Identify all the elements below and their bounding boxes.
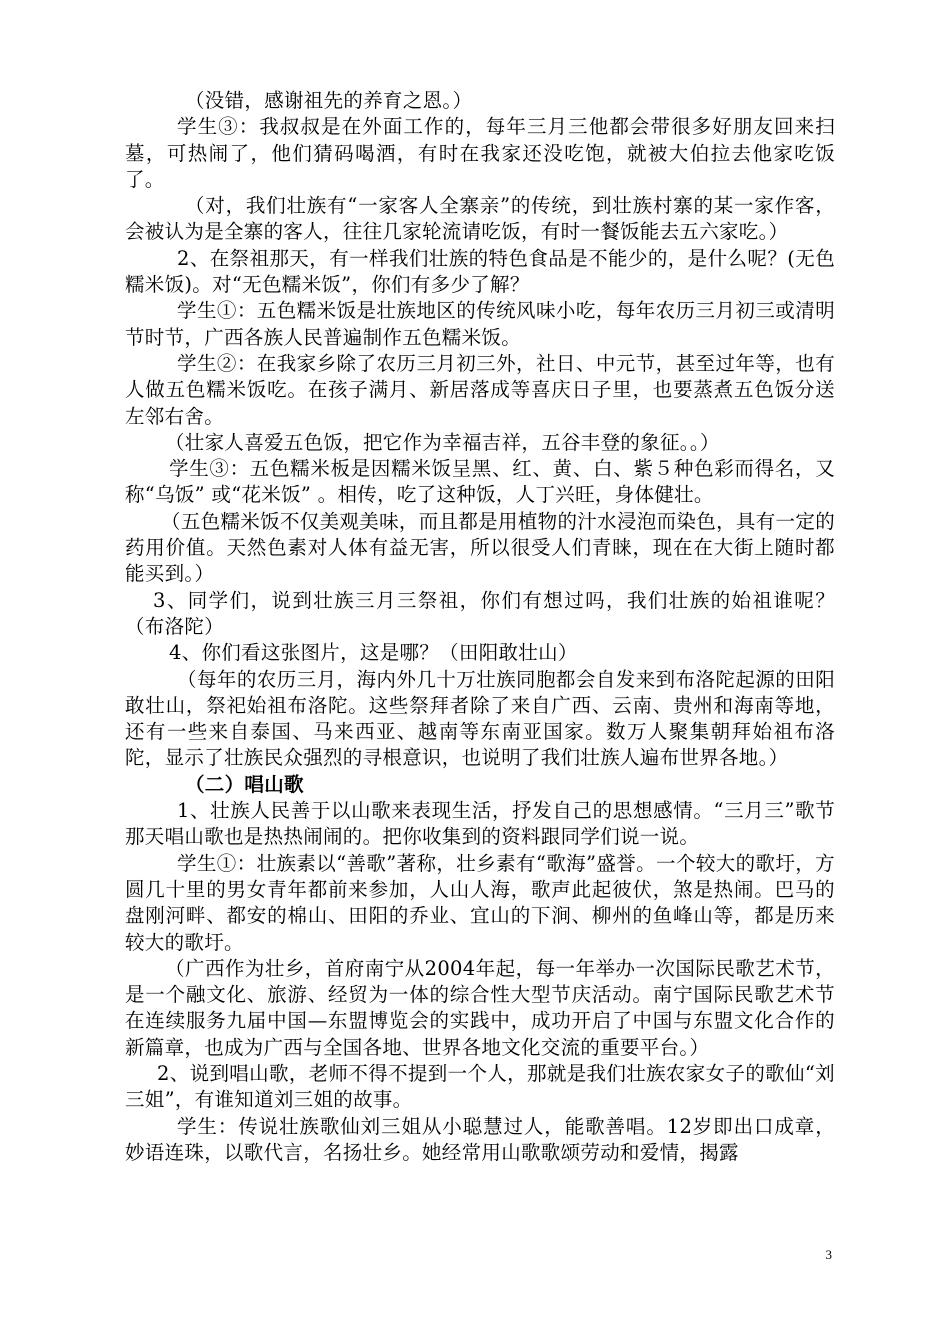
paragraph: 1、壮族人民善于以山歌来表现生活，抒发自己的思想感情。“三月三”歌节那天唱山歌也是热热闹闹的。把你收集到的资料跟同学们说一说。	[125, 799, 835, 849]
paragraph: （每年的农历三月，海内外几十万壮族同胞都会自发来到布洛陀起源的田阳敢壮山，祭祀始祖布洛陀。这些祭拜者除了来自广西、云南、贵州和海南等地，还有一些来自泰国、马来西亚、越南等东南亚国家。数万人聚集朝拜始祖布洛陀，显示了壮族民众强烈的寻根意识，也说明了我们壮族人遍布世界各地。）	[125, 667, 835, 770]
paragraph: 2、说到唱山歌，老师不得不提到一个人，那就是我们壮族农家女子的歌仙“刘三姐”，有谁知道刘三姐的故事。	[125, 1061, 835, 1112]
paragraph: （壮家人喜爱五色饭，把它作为幸福吉祥，五谷丰登的象征。。）	[165, 430, 720, 454]
paragraph: 学生②：在我家乡除了农历三月初三外，社日、中元节，甚至过年等，也有人做五色糯米饭吃。在孩子满月、新居落成等喜庆日子里，也要蒸煮五色饭分送左邻右舍。	[125, 351, 835, 428]
paragraph: 学生①：壮族素以“善歌”著称，壮乡素有“歌海”盛誉。一个较大的歌圩，方圆几十里的男女青年都前来参加，人山人海，歌声此起彼伏，煞是热闹。巴马的盘刚河畔、都安的棉山、田阳的乔业、宜山的下涧、柳州的鱼峰山等，都是历来较大的歌圩。	[125, 851, 835, 954]
paragraph: 学生③：五色糯米板是因糯米饭呈黑、红、黄、白、紫５种色彩而得名，又称“乌饭” 或“花米饭” 。相传，吃了这种饭，人丁兴旺，身体健壮。	[125, 457, 835, 507]
paragraph: （五色糯米饭不仅美观美味，而且都是用植物的汁水浸泡而染色，具有一定的药用价值。天然色素对人体有益无害，所以很受人们青睐，现在在大街上随时都能买到。）	[125, 509, 835, 586]
paragraph: 4、你们看这张图片，这是哪？（田阳敢壮山）	[169, 641, 578, 665]
paragraph: （没错，感谢祖先的养育之恩。）	[185, 89, 473, 112]
paragraph: （广西作为壮乡，首府南宁从2004年起，每一年举办一次国际民歌艺术节，是一个融文化、旅游、经贸为一体的综合性大型节庆活动。南宁国际民歌艺术节在连续服务九届中国—东盟博览会的实践中，成功开启了中国与东盟文化合作的新篇章，也成为广西与全国各地、世界各地文化交流的重要平台。）	[125, 956, 835, 1059]
paragraph: 学生：传说壮族歌仙刘三姐从小聪慧过人，能歌善唱。12岁即出口成章，妙语连珠，以歌代言，名扬壮乡。她经常用山歌歌颂劳动和爱情，揭露	[125, 1114, 835, 1164]
page-number: 3	[825, 1247, 832, 1262]
paragraph: 学生①：五色糯米饭是壮族地区的传统风味小吃，每年农历三月初三或清明节时节，广西各族人民普遍制作五色糯米饭。	[125, 299, 835, 349]
section-heading: （二）唱山歌	[185, 772, 304, 796]
paragraph: 学生③：我叔叔是在外面工作的，每年三月三他都会带很多好朋友回来扫墓，可热闹了，他们猜码喝酒，有时在我家还没吃饱，就被大伯拉去他家吃饭了。	[125, 115, 835, 191]
paragraph: 3、同学们，说到壮族三月三祭祖，你们有想过吗，我们壮族的始祖谁呢？（布洛陀）	[125, 588, 835, 638]
paragraph: （对，我们壮族有“一家客人全寨亲”的传统，到壮族村寨的某一家作客，会被认为是全寨的客人，往往几家轮流请吃饭，有时一餐饭能去五六家吃。）	[125, 194, 835, 244]
document-body	[125, 88, 835, 1166]
paragraph: 2、在祭祖那天，有一样我们壮族的特色食品是不能少的，是什么呢？(无色糯米饭)。对“无色糯米饭”，你们有多少了解？	[125, 246, 835, 297]
